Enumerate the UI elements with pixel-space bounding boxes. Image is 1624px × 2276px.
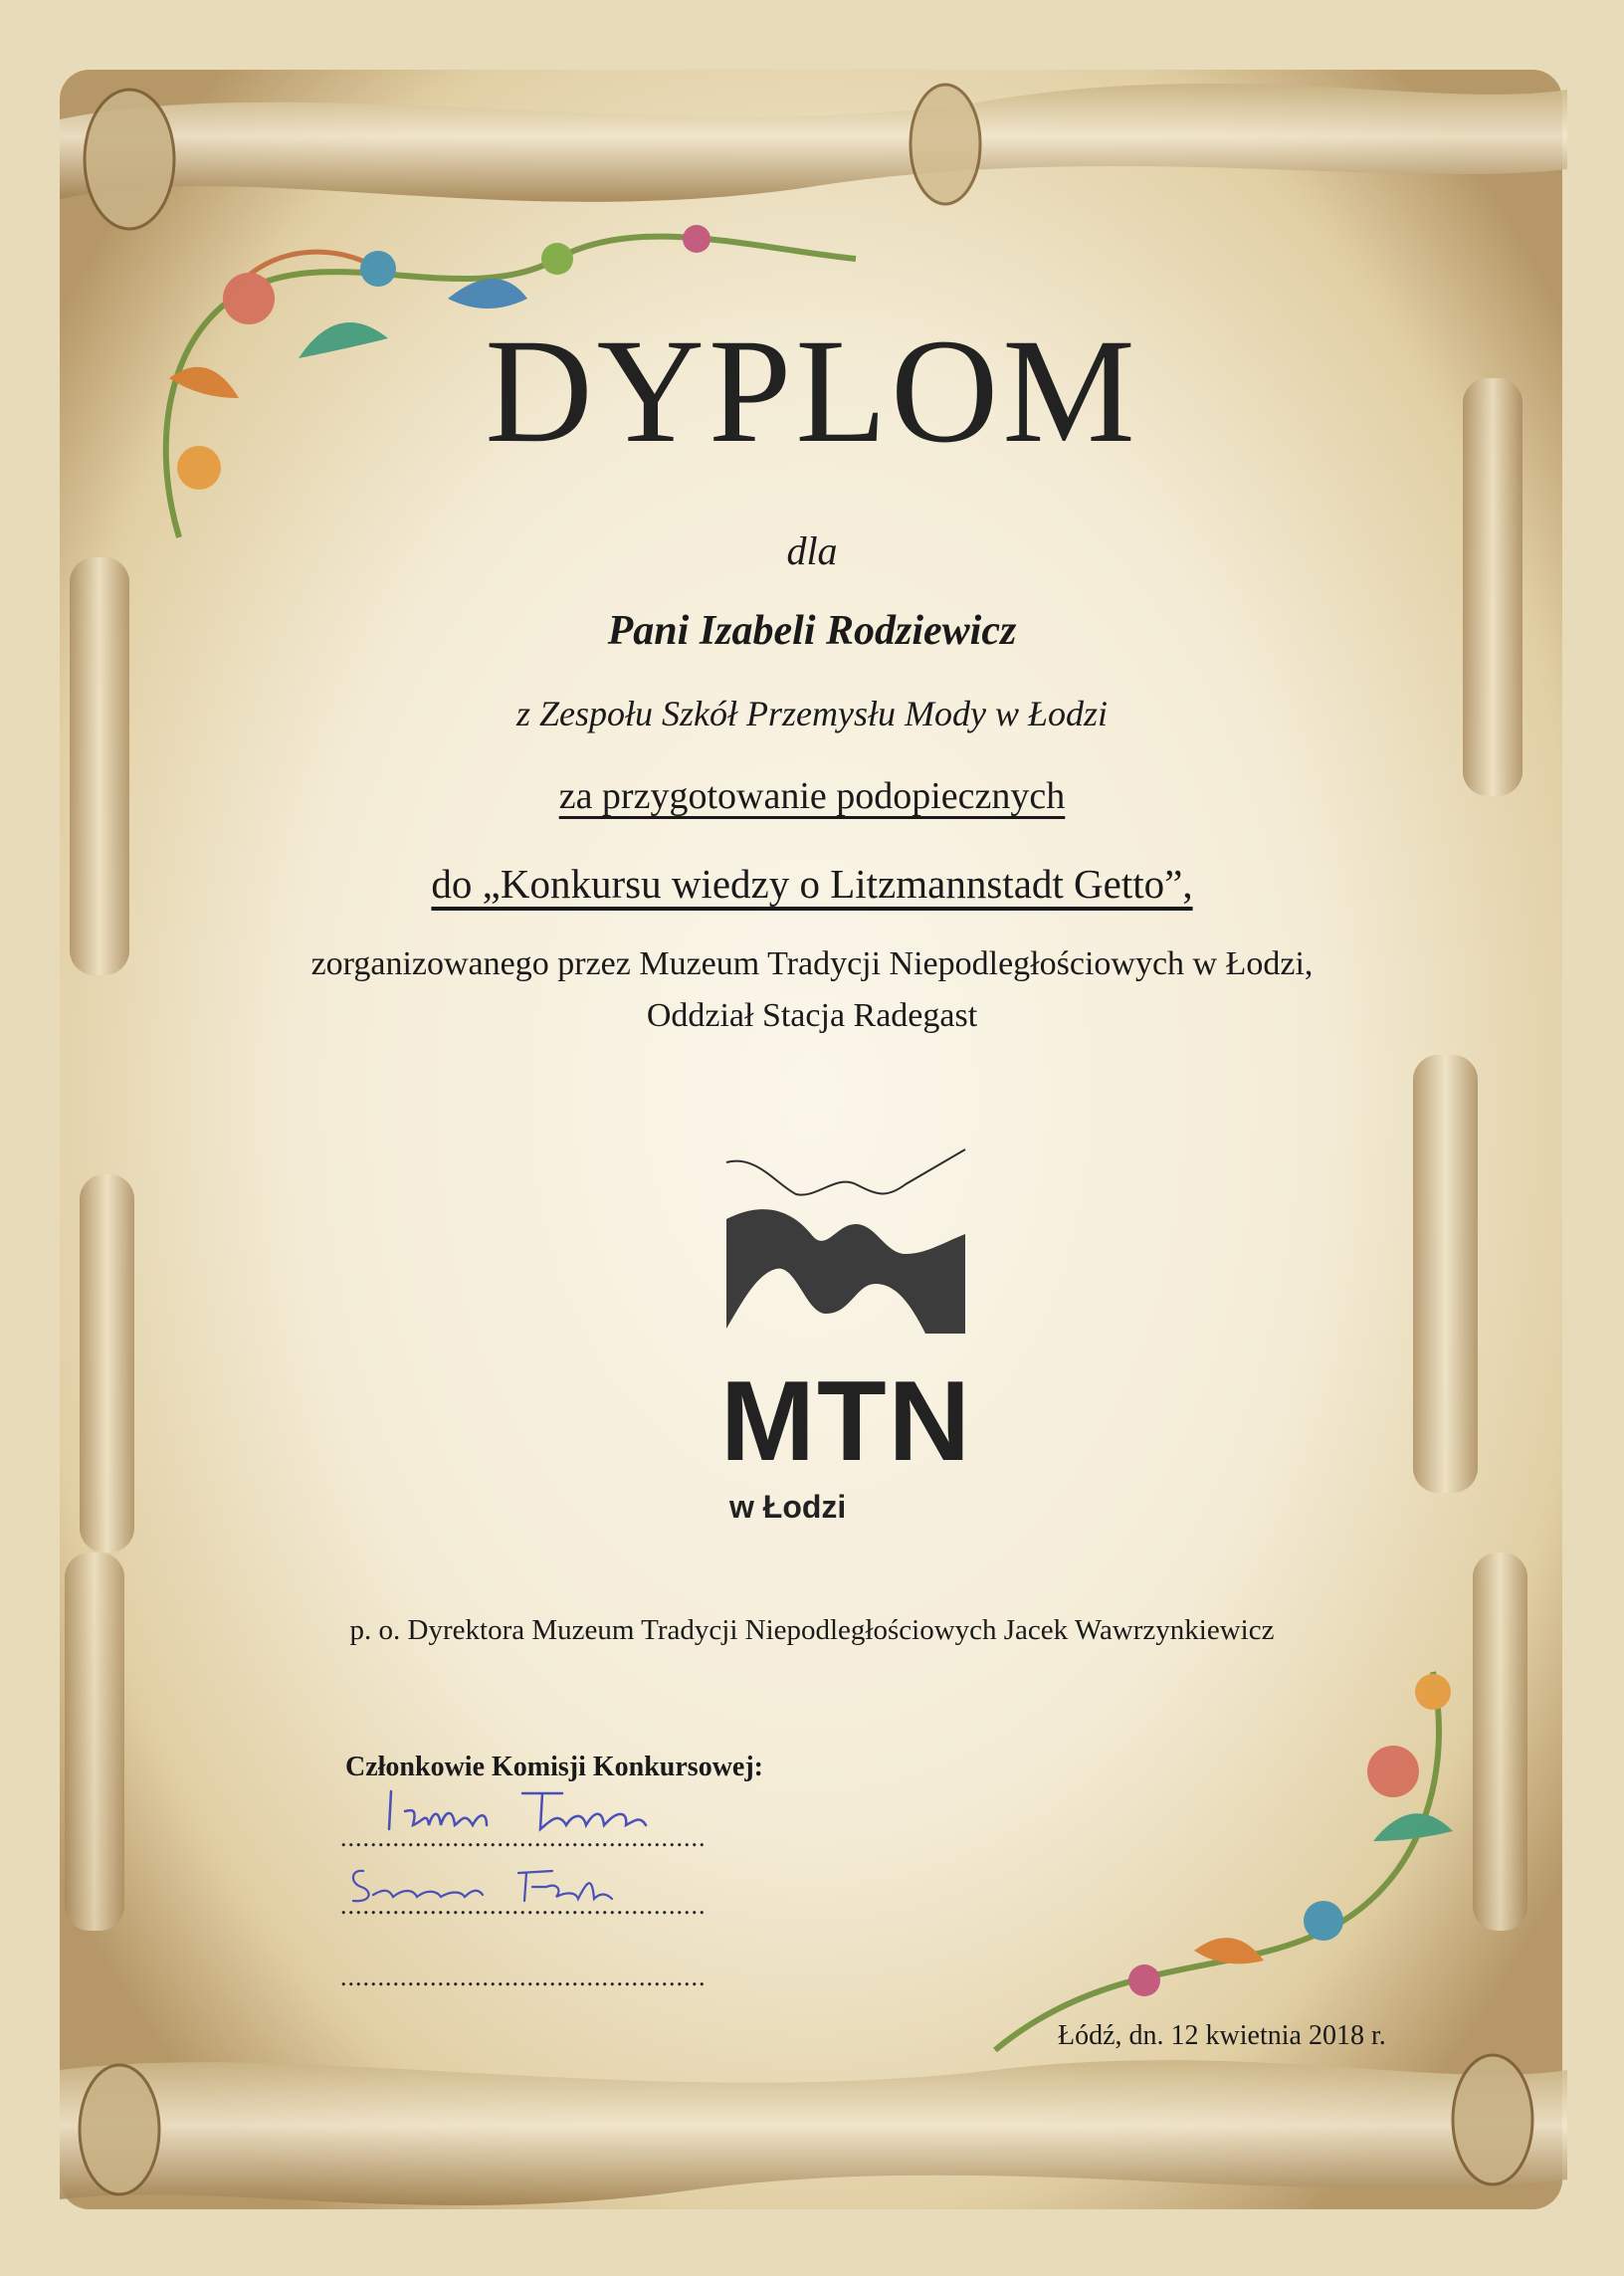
signature-line-2: .................................................: [340, 1891, 707, 1920]
mtn-logo-icon: [716, 1144, 975, 1344]
diploma-title: DYPLOM: [485, 309, 1139, 474]
school-name: z Zespołu Szkół Przemysłu Mody w Łodzi: [516, 694, 1108, 733]
organizer-line: zorganizowanego przez Muzeum Tradycji Niepodległościowych w Łodzi,: [310, 945, 1314, 982]
signature-line-1: .................................................: [340, 1823, 707, 1852]
director-line: p. o. Dyrektora Muzeum Tradycji Niepodległościowych Jacek Wawrzynkiewicz: [349, 1614, 1275, 1646]
branch-line: Oddział Stacja Radegast: [646, 997, 978, 1034]
mtn-logo-city: w Łodzi: [729, 1489, 847, 1525]
recipient-name: Pani Izabeli Rodziewicz: [607, 608, 1017, 654]
contest-name: do „Konkursu wiedzy o Litzmannstadt Getto”,: [431, 861, 1193, 907]
award-reason: za przygotowanie podopiecznych: [558, 775, 1066, 817]
committee-label: Członkowie Komisji Konkursowej:: [345, 1752, 763, 1782]
for-word: dla: [786, 528, 838, 573]
mtn-logo-text: MTN: [720, 1358, 972, 1485]
signature-line-3: .................................................: [340, 1963, 707, 1991]
issue-date: Łódź, dn. 12 kwietnia 2018 r.: [1058, 2020, 1386, 2051]
